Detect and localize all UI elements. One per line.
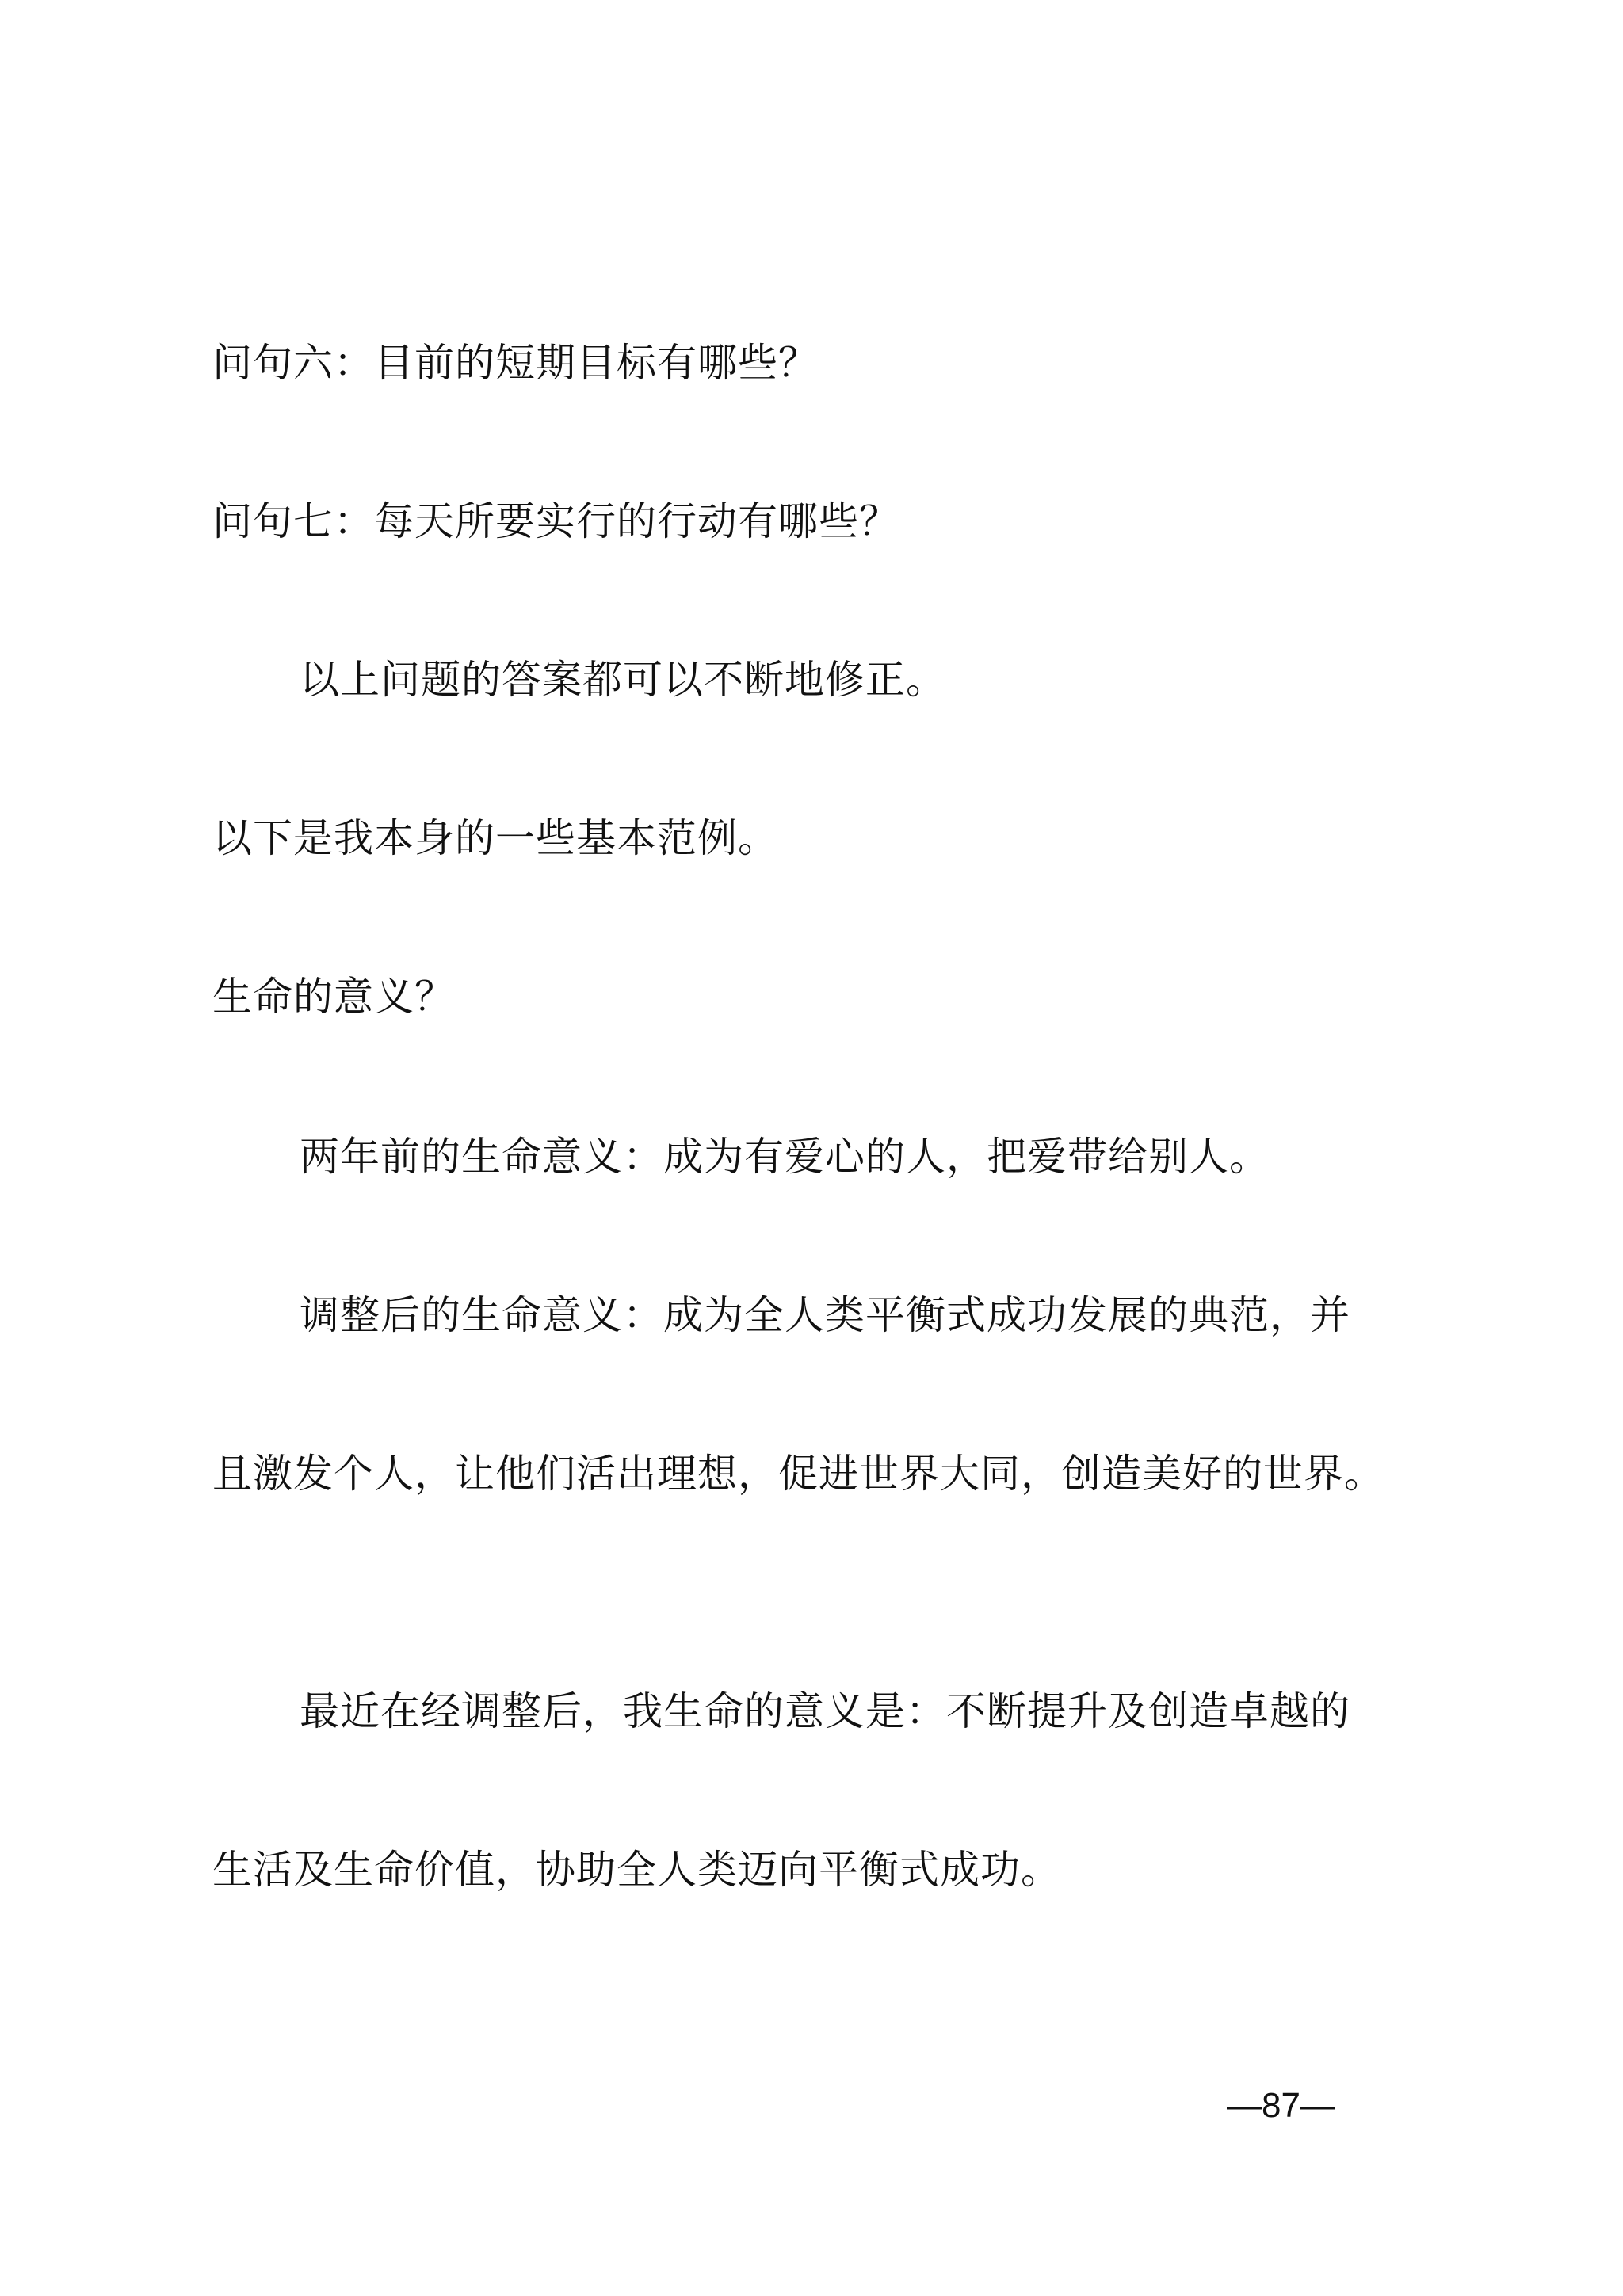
meaning-two-years-ago: 两年前的生命意义：成为有爱心的人，把爱带给别人。 (300, 1134, 1270, 1180)
question-six: 问句六：目前的短期目标有哪些？ (212, 340, 819, 386)
adjusted-meaning-line-1: 调整后的生命意义：成为全人类平衡式成功发展的典范，并 (300, 1292, 1350, 1338)
adjusted-meaning-line-2: 且激发个人，让他们活出理想，促进世界大同，创造美好的世界。 (212, 1451, 1384, 1497)
section-heading-meaning-of-life: 生命的意义？ (212, 974, 455, 1020)
question-seven: 问句七：每天所要实行的行动有哪些？ (212, 498, 899, 544)
page-number: —87— (1227, 2086, 1335, 2125)
revision-note: 以上问题的答案都可以不断地修正。 (300, 657, 946, 703)
recent-meaning-line-1: 最近在经调整后，我生命的意义是：不断提升及创造卓越的 (300, 1688, 1350, 1734)
recent-meaning-line-2: 生活及生命价值，协助全人类迈向平衡式成功。 (212, 1847, 1061, 1893)
examples-intro: 以下是我本身的一些基本范例。 (212, 815, 778, 861)
